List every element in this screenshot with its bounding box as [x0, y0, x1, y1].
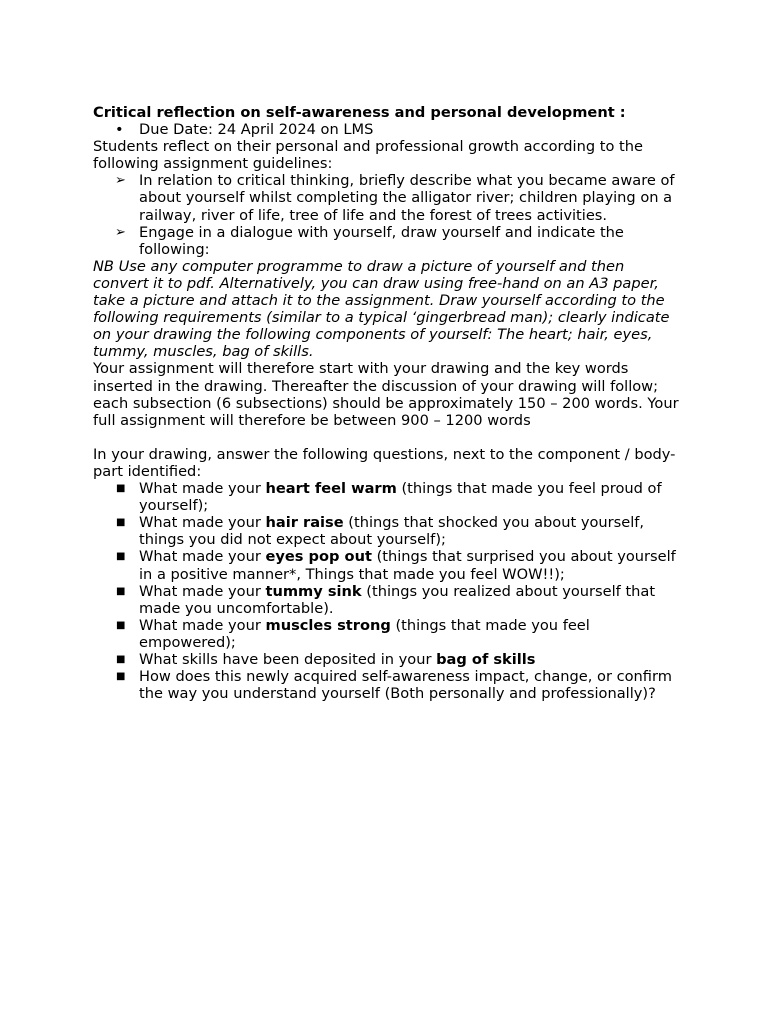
- square-bullet-icon: ■: [116, 619, 126, 631]
- question-keyword: tummy sink: [265, 582, 362, 600]
- square-bullet-icon: ■: [116, 671, 126, 683]
- blank-line: [93, 429, 683, 446]
- question-keyword: hair raise: [265, 514, 344, 532]
- question-text-pre: What made your: [139, 514, 266, 532]
- square-bullet-icon: ■: [116, 517, 126, 529]
- structure-note: Your assignment will therefore start with your drawing and the key words inserted in the drawing. Thereafter the discussion of your drawing will follow; each subsection (6 subsections) should be approximately 150 – 200 words. Your full assignment will therefore be between 900 – 1200 words: [93, 360, 679, 429]
- question-keyword: eyes pop out: [265, 548, 372, 566]
- question-text-post: (things that surprised you about yourself in a positive manner*, Things that made you feel WOW!!);: [139, 548, 676, 583]
- question-text-pre: What made your: [139, 480, 266, 498]
- guidelines-list: [93, 172, 683, 257]
- document-heading: Critical reflection on self-awareness and personal development :: [93, 104, 626, 121]
- list-item: [93, 548, 683, 582]
- document-page: [93, 104, 683, 702]
- list-item: [93, 224, 683, 258]
- due-date-list: [93, 121, 683, 138]
- square-bullet-icon: ■: [116, 551, 126, 563]
- question-text-pre: What made your: [139, 548, 266, 566]
- question-keyword: heart feel warm: [265, 480, 397, 498]
- square-bullet-icon: ■: [116, 585, 126, 597]
- square-bullet-icon: ■: [116, 654, 126, 665]
- list-item: [93, 651, 683, 668]
- bullet-icon: •: [115, 121, 124, 139]
- due-date-text: Due Date: 24 April 2024 on LMS: [139, 121, 374, 139]
- list-item: [93, 480, 683, 514]
- question-text-post: (things that made you feel empowered);: [139, 616, 590, 651]
- list-item: [93, 617, 683, 651]
- question-keyword: muscles strong: [265, 616, 391, 634]
- question-text-pre: What made your: [139, 582, 266, 600]
- nb-note: NB Use any computer programme to draw a picture of yourself and then convert it to pdf. Alternatively, you can draw using free-hand on an A3 paper, take a picture and attach it to the assignment. Draw yourself according to the following requirements (similar to a typical ‘gingerbread man); clearly indicate on your drawing the following components of yourself: The heart; hair, eyes, tummy, muscles, bag of skills.: [93, 257, 670, 361]
- list-item: [93, 172, 683, 223]
- question-text-pre: How does this newly acquired self-awareness impact, change, or confirm the way you understand yourself (Both personally and professionally)?: [139, 668, 672, 703]
- questions-list: [93, 480, 683, 702]
- guideline-text: In relation to critical thinking, briefly describe what you became aware of about yourself whilst completing the alligator river; children playing on a railway, river of life, tree of life and the forest of trees activities.: [139, 172, 675, 224]
- list-item: [93, 583, 683, 617]
- question-text-post: (things you realized about yourself that made you uncomfortable).: [139, 582, 656, 617]
- question-text-pre: What made your: [139, 616, 266, 634]
- guideline-text: Engage in a dialogue with yourself, draw yourself and indicate the following:: [139, 223, 624, 258]
- arrow-bullet-icon: ➢: [115, 224, 126, 240]
- intro-paragraph: Students reflect on their personal and professional growth according to the following assignment guidelines:: [93, 138, 643, 173]
- questions-intro: In your drawing, answer the following questions, next to the component / body-part identified:: [93, 445, 676, 480]
- list-item: [93, 668, 683, 702]
- list-item: [93, 121, 683, 138]
- list-item: [93, 514, 683, 548]
- square-bullet-icon: ■: [116, 483, 126, 495]
- question-text-post: (things that shocked you about yourself, things you did not expect about yourself);: [139, 514, 645, 549]
- question-text-pre: What skills have been deposited in your: [139, 651, 437, 668]
- question-keyword: bag of skills: [436, 651, 536, 668]
- question-text-post: (things that made you feel proud of yourself);: [139, 480, 662, 515]
- arrow-bullet-icon: ➢: [115, 173, 126, 189]
